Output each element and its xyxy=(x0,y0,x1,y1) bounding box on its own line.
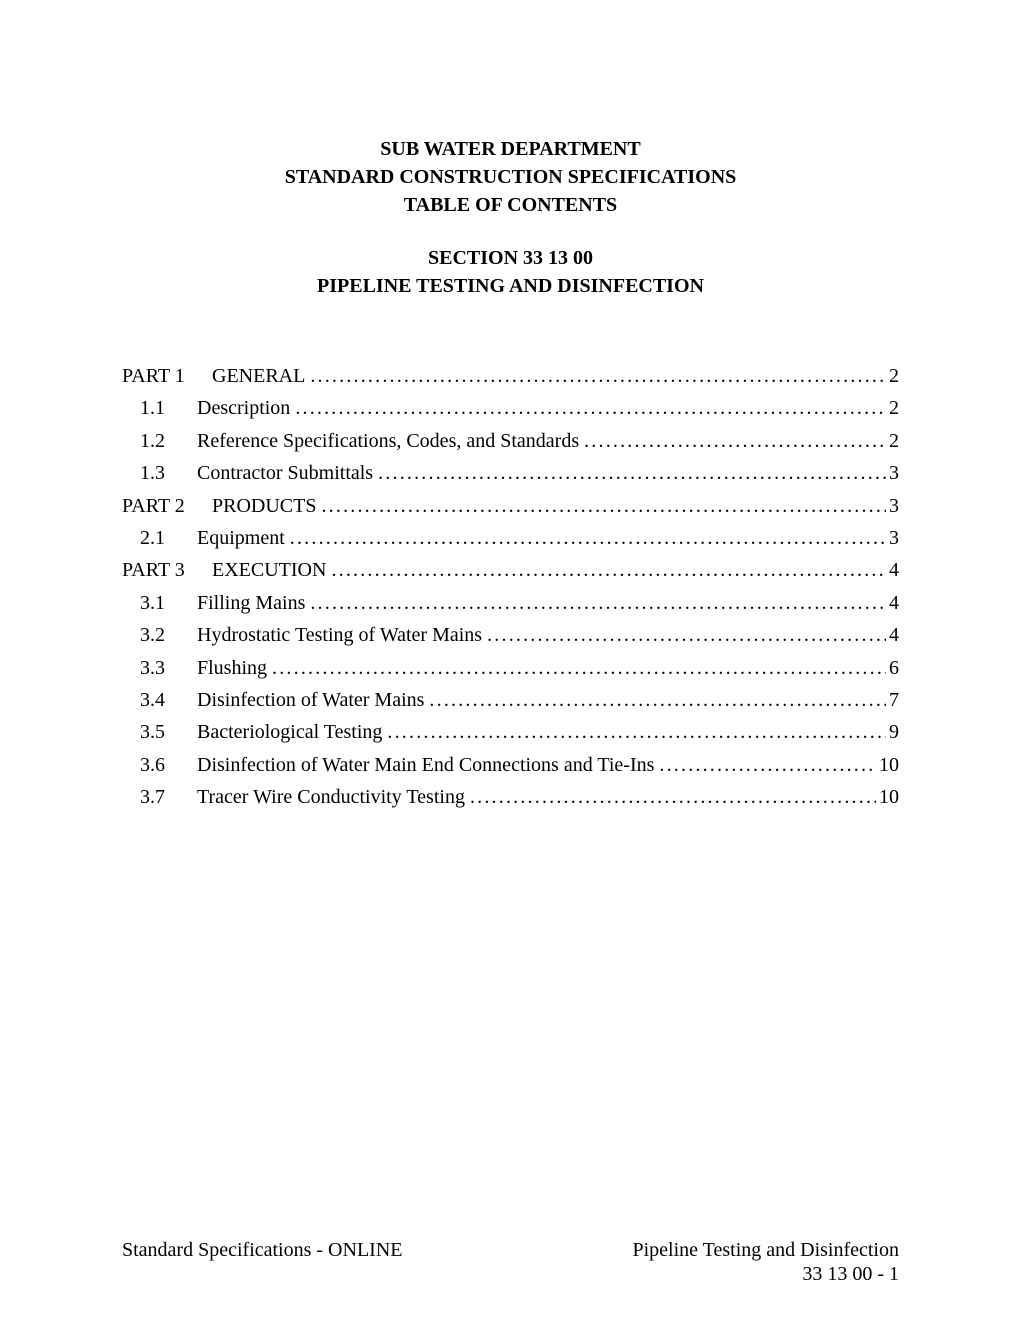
toc-entry-number: 3.2 xyxy=(140,624,165,647)
toc-entry-label: Reference Specifications, Codes, and Standards xyxy=(197,429,580,452)
toc-entry xyxy=(122,652,899,684)
toc-entry xyxy=(122,425,899,457)
toc-entry-label: Equipment xyxy=(197,527,285,550)
toc-entry-number: 2.1 xyxy=(140,527,165,550)
toc-dot-leader xyxy=(331,554,886,586)
toc-entry xyxy=(122,781,899,813)
toc-entry-page: 4 xyxy=(889,624,899,647)
toc-entry-number: 3.1 xyxy=(140,591,165,614)
toc-entry-number: 1.1 xyxy=(140,397,165,420)
toc-dot-leader xyxy=(659,749,876,781)
footer-left-text: Standard Specifications - ONLINE xyxy=(122,1239,403,1261)
toc-entry-label: Filling Mains xyxy=(197,591,306,614)
footer-right-text: Pipeline Testing and Disinfection xyxy=(632,1239,899,1261)
toc-dot-leader xyxy=(310,587,886,619)
section-number: SECTION 33 13 00 xyxy=(427,247,594,269)
toc-entry-page: 10 xyxy=(879,786,899,809)
toc-entry-page: 2 xyxy=(889,397,899,420)
toc-entry-label: Bacteriological Testing xyxy=(197,721,383,744)
toc-entry-page: 3 xyxy=(889,494,899,517)
toc-dot-leader xyxy=(429,684,886,716)
toc-entry xyxy=(122,684,899,716)
toc-entry xyxy=(122,392,899,424)
toc-dot-leader xyxy=(310,360,886,392)
toc-entry-label: Tracer Wire Conductivity Testing xyxy=(197,786,465,809)
toc-entry-number: 1.2 xyxy=(140,429,165,452)
toc-entry-label: Hydrostatic Testing of Water Mains xyxy=(197,624,483,647)
toc-dot-leader xyxy=(487,619,886,651)
toc-entry-page: 4 xyxy=(889,591,899,614)
toc-entry-page: 3 xyxy=(889,527,899,550)
toc-entry xyxy=(122,360,899,392)
toc-entry-number: PART 2 xyxy=(122,494,185,517)
toc-entry-page: 9 xyxy=(889,721,899,744)
toc-dot-leader xyxy=(387,716,886,748)
toc-entry-label: EXECUTION xyxy=(212,559,327,582)
section-title-block xyxy=(122,244,899,300)
page-footer xyxy=(122,1238,899,1286)
toc-entry-label: Disinfection of Water Mains xyxy=(197,689,425,712)
toc-entry-page: 3 xyxy=(889,462,899,485)
toc-entry-number: 3.7 xyxy=(140,786,165,809)
toc-entry-page: 7 xyxy=(889,689,899,712)
footer-page-number: 33 13 00 - 1 xyxy=(802,1263,899,1285)
section-name: PIPELINE TESTING AND DISINFECTION xyxy=(317,275,704,297)
toc-entry xyxy=(122,522,899,554)
doc-title-line1: SUB WATER DEPARTMENT xyxy=(380,138,641,160)
table-of-contents xyxy=(122,360,899,814)
toc-dot-leader xyxy=(378,457,886,489)
toc-entry xyxy=(122,457,899,489)
toc-entry-label: Description xyxy=(197,397,291,420)
doc-title-line2: STANDARD CONSTRUCTION SPECIFICATIONS xyxy=(284,166,737,188)
toc-entry-page: 6 xyxy=(889,656,899,679)
toc-entry xyxy=(122,716,899,748)
toc-dot-leader xyxy=(321,490,886,522)
toc-entry-number: 3.4 xyxy=(140,689,165,712)
toc-entry-label: Disinfection of Water Main End Connections and Tie-Ins xyxy=(197,753,655,776)
toc-entry-label: Flushing xyxy=(197,656,268,679)
toc-dot-leader xyxy=(272,652,886,684)
document-title-block xyxy=(122,135,899,219)
toc-entry-number: PART 1 xyxy=(122,365,185,387)
toc-entry xyxy=(122,749,899,781)
toc-dot-leader xyxy=(584,425,886,457)
toc-dot-leader xyxy=(295,392,886,424)
toc-entry xyxy=(122,490,899,522)
toc-entry-number: 1.3 xyxy=(140,462,165,485)
toc-entry-page: 2 xyxy=(889,365,899,387)
toc-entry-label: GENERAL xyxy=(212,365,306,387)
toc-entry-number: 3.3 xyxy=(140,656,165,679)
doc-title-line3: TABLE OF CONTENTS xyxy=(403,194,618,216)
toc-entry xyxy=(122,619,899,651)
toc-entry-number: 3.5 xyxy=(140,721,165,744)
toc-entry-page: 10 xyxy=(879,753,899,776)
toc-entry xyxy=(122,554,899,586)
toc-dot-leader xyxy=(470,781,876,813)
toc-dot-leader xyxy=(290,522,886,554)
footer-row xyxy=(122,1238,899,1262)
toc-entry-number: 3.6 xyxy=(140,753,165,776)
toc-entry-label: PRODUCTS xyxy=(212,494,317,517)
toc-entry-label: Contractor Submittals xyxy=(197,462,374,485)
toc-entry xyxy=(122,587,899,619)
toc-entry-page: 4 xyxy=(889,559,899,582)
toc-entry-number: PART 3 xyxy=(122,559,185,582)
toc-entry-page: 2 xyxy=(889,429,899,452)
